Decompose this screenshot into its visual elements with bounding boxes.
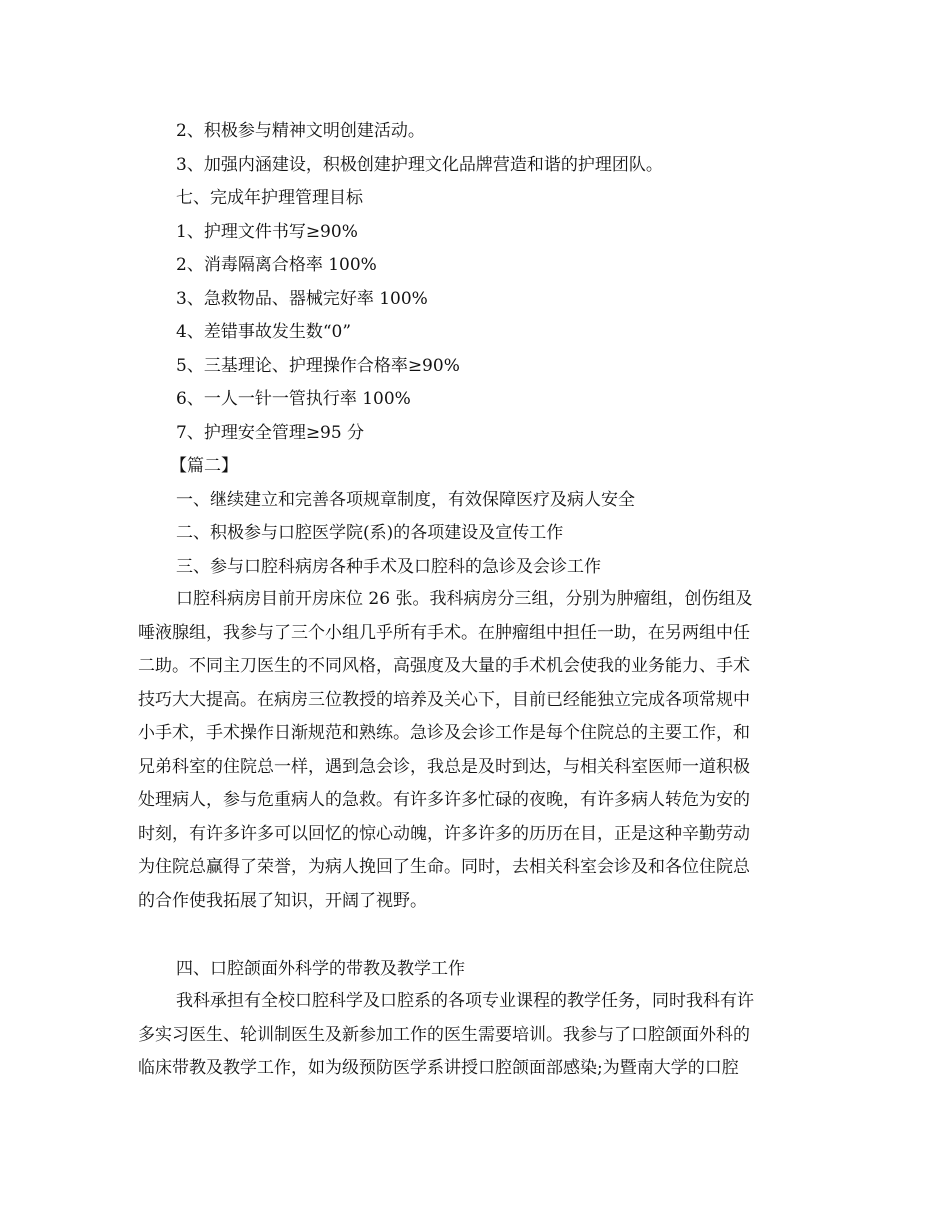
paragraph-line: 的合作使我拓展了知识，开阔了视野。	[138, 890, 427, 911]
section-title: 四、口腔颌面外科学的带教及教学工作	[176, 959, 465, 979]
list-item: 7、护理安全管理≥95 分	[176, 423, 365, 443]
paragraph	[138, 583, 828, 918]
list-item: 2、消毒隔离合格率 100%	[176, 255, 377, 275]
list-item: 2、积极参与精神文明创建活动。	[176, 121, 425, 141]
section-title: 二、积极参与口腔医学院(系)的各项建设及宣传工作	[176, 523, 564, 543]
part-title: 【篇二】	[170, 456, 238, 476]
paragraph-line: 我科承担有全校口腔科学及口腔系的各项专业课程的教学任务，同时我科有许	[176, 991, 754, 1011]
list-item: 4、差错事故发生数“0”	[176, 322, 352, 342]
paragraph-line: 为住院总赢得了荣誉，为病人挽回了生命。同时，去相关科室会诊及和各位住院总	[138, 857, 750, 877]
paragraph-line: 技巧大大提高。在病房三位教授的培养及关心下，目前已经能独立完成各项常规中	[138, 689, 750, 710]
paragraph-line: 唾液腺组，我参与了三个小组几乎所有手术。在肿瘤组中担任一助，在另两组中任	[138, 622, 750, 643]
paragraph-line: 小手术，手术操作日渐规范和熟练。急诊及会诊工作是每个住院总的主要工作，和	[138, 723, 750, 743]
list-item: 1、护理文件书写≥90%	[176, 222, 358, 242]
paragraph-line: 兄弟科室的住院总一样，遇到急会诊，我总是及时到达，与相关科室医师一道积极	[138, 756, 750, 777]
paragraph-line: 口腔科病房目前开房床位 26 张。我科病房分三组，分别为肿瘤组，创伤组及	[176, 589, 753, 609]
paragraph-line: 时刻，有许多许多可以回忆的惊心动魄，许多许多的历历在目，正是这种辛勤劳动	[138, 823, 750, 844]
section-title: 一、继续建立和完善各项规章制度，有效保障医疗及病人安全	[176, 490, 635, 510]
paragraph-line: 多实习医生、轮训制医生及新参加工作的医生需要培训。我参与了口腔颌面外科的	[138, 1024, 750, 1045]
paragraph-line: 临床带教及教学工作，如为级预防医学系讲授口腔颌面部感染;为暨南大学的口腔	[138, 1058, 739, 1078]
list-item: 6、一人一针一管执行率 100%	[176, 389, 411, 409]
list-item: 3、急救物品、器械完好率 100%	[176, 289, 428, 309]
list-item: 3、加强内涵建设，积极创建护理文化品牌营造和谐的护理团队。	[176, 155, 663, 175]
section-title: 三、参与口腔科病房各种手术及口腔科的急诊及会诊工作	[176, 557, 601, 577]
list-item: 5、三基理论、护理操作合格率≥90%	[176, 356, 460, 376]
paragraph-line: 处理病人，参与危重病人的急救。有许多许多忙碌的夜晚，有许多病人转危为安的	[138, 790, 750, 810]
section-title: 七、完成年护理管理目标	[176, 188, 363, 208]
paragraph	[138, 985, 828, 1086]
paragraph-line: 二助。不同主刀医生的不同风格，高强度及大量的手术机会使我的业务能力、手术	[138, 656, 750, 676]
